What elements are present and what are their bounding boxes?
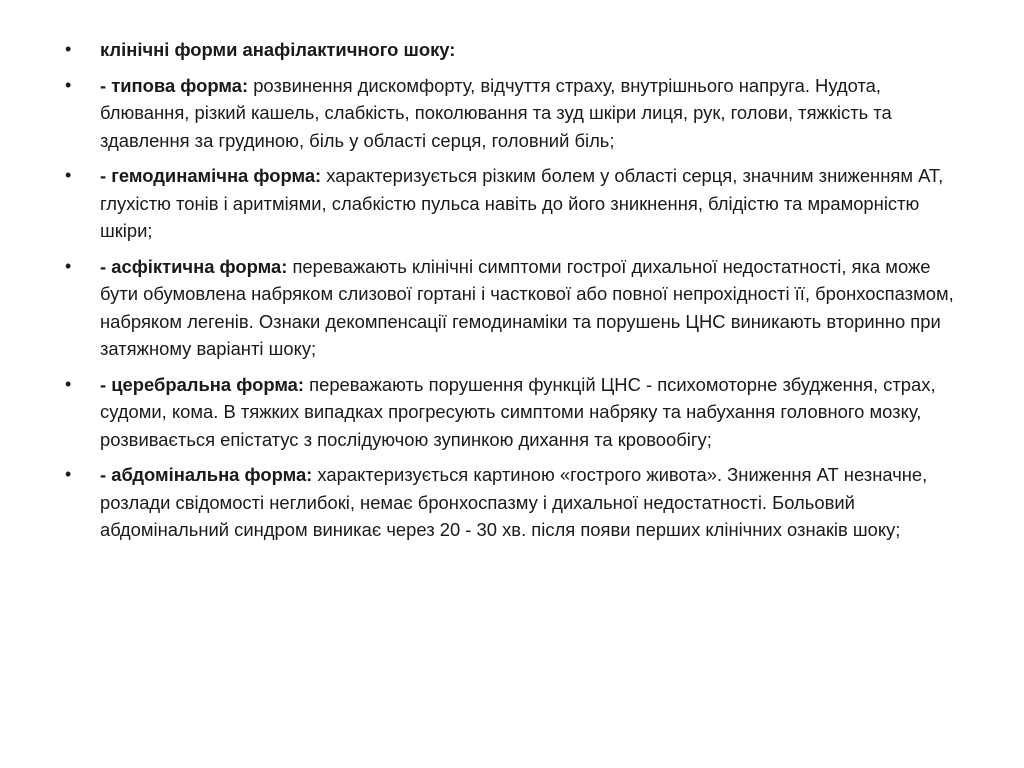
bullet-item-abdominal-form <box>65 461 964 544</box>
bullet-text: переважають порушення функцій ЦНС - психомоторне збудження, страх, судоми, кома. В тяжких випадках прогресують симптоми набряку та набухання головного мозку, розвивається епістатус з послідуючою зупинкою дихання та кровообігу; <box>100 373 936 450</box>
bullet-term: - абдомінальна форма: <box>100 464 313 485</box>
bullet-icon: • <box>65 39 72 59</box>
bullet-list <box>65 36 964 544</box>
bullet-icon: • <box>65 74 72 95</box>
bullet-term: - типова форма: <box>100 74 249 96</box>
bullet-term: - церебральна форма: <box>100 373 305 395</box>
bullet-item-forms-heading <box>65 36 964 64</box>
bullet-icon: • <box>65 464 72 484</box>
bullet-term: клінічні форми анафілактичного шоку: <box>100 39 456 60</box>
bullet-text: характеризується різким болем у області серця, значним зниженням АТ, глухістю тонів і аритміями, слабкістю пульса навіть до його зникнення, блідістю та мраморністю шкіри; <box>100 165 944 241</box>
bullet-item-hemodynamic-form <box>65 162 964 245</box>
bullet-item-cerebral-form <box>65 371 964 454</box>
bullet-text: характеризується картиною «гострого живота». Зниження АТ незначне, розлади свідомості неглибокі, немає бронхоспазму і дихальної недостатності. Больовий абдомінальний синдром виникає через 20 - 30 хв. після появи перших клінічних ознаків шоку; <box>100 464 928 540</box>
bullet-term: - гемодинамічна форма: <box>100 165 322 186</box>
bullet-icon: • <box>65 373 72 394</box>
bullet-text: переважають клінічні симптоми гострої дихальної недостатності, яка може бути обумовлена набряком слизової гортані і часткової або повної непрохідності її, бронхоспазмом, набряком легенів. Ознаки декомпенсації гемодинаміки та порушень ЦНС виникають вторинно при затяжному варіанті шоку; <box>100 255 954 359</box>
bullet-term: - асфіктична форма: <box>100 255 288 277</box>
bullet-item-typical-form <box>65 72 964 155</box>
bullet-item-asphyxial-form <box>65 253 964 363</box>
bullet-icon: • <box>65 165 72 185</box>
bullet-icon: • <box>65 255 72 276</box>
bullet-text: розвинення дискомфорту, відчуття страху, внутрішнього напруга. Нудота, блювання, різкий кашель, слабкість, поколювання та зуд шкіри лиця, рук, голови, тяжкість та здавлення за грудиною, біль у області серця, головний біль; <box>100 74 892 151</box>
